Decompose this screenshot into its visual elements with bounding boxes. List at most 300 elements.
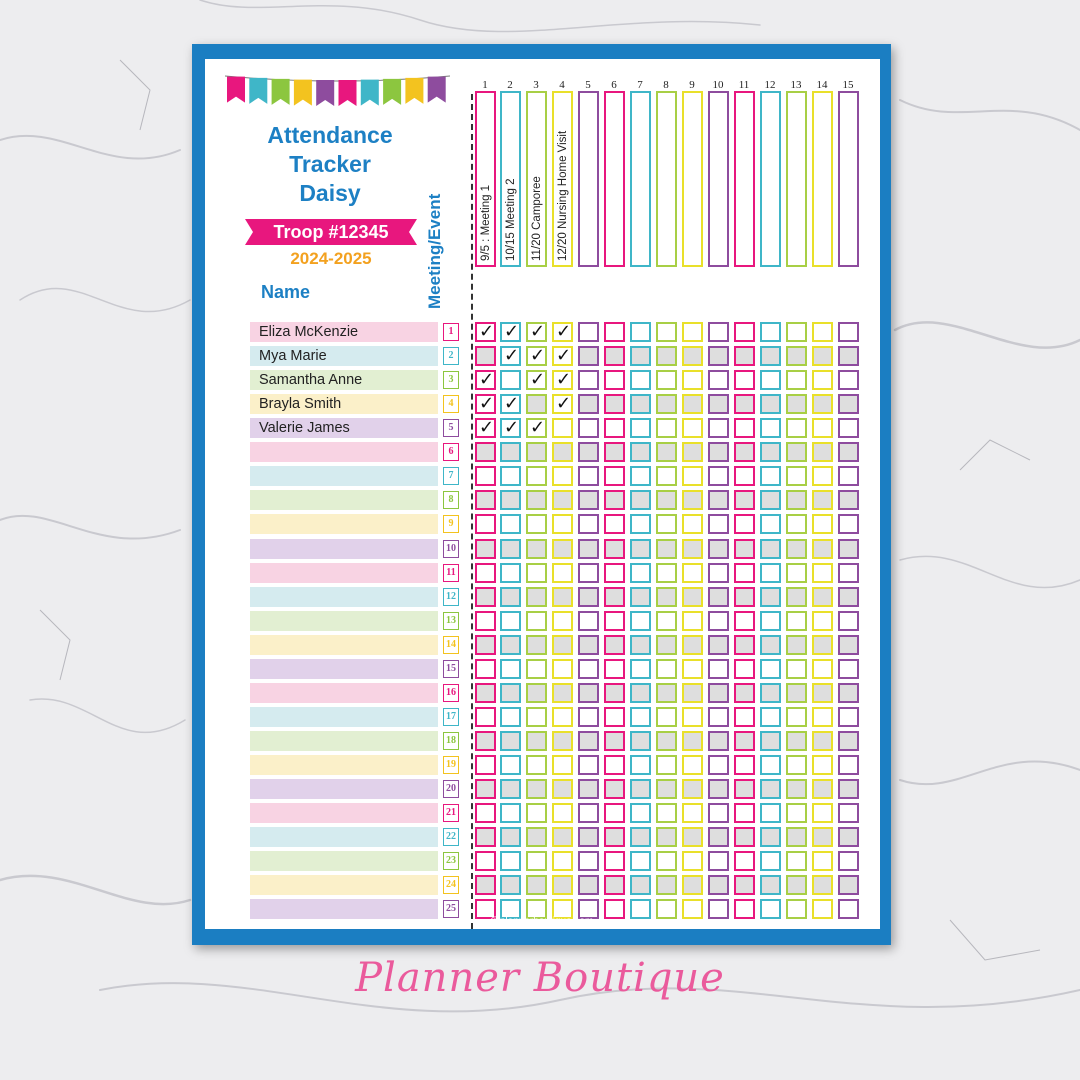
attendance-checkbox[interactable] <box>475 827 496 847</box>
attendance-checkbox[interactable] <box>604 779 625 799</box>
member-name-row[interactable] <box>250 875 438 895</box>
attendance-checkbox[interactable] <box>552 466 573 486</box>
attendance-checkbox[interactable] <box>786 370 807 390</box>
attendance-checkbox[interactable] <box>578 346 599 366</box>
attendance-checkbox[interactable] <box>734 322 755 342</box>
attendance-checkbox[interactable] <box>838 779 859 799</box>
attendance-checkbox[interactable] <box>708 563 729 583</box>
attendance-checkbox[interactable] <box>734 587 755 607</box>
attendance-checkbox[interactable] <box>500 539 521 559</box>
member-name-row[interactable] <box>250 370 438 390</box>
attendance-checkbox[interactable] <box>786 490 807 510</box>
attendance-checkbox[interactable] <box>630 563 651 583</box>
attendance-checkbox[interactable] <box>500 394 521 414</box>
attendance-checkbox[interactable] <box>682 587 703 607</box>
attendance-checkbox[interactable] <box>734 466 755 486</box>
attendance-checkbox[interactable] <box>526 587 547 607</box>
member-name-row[interactable] <box>250 563 438 583</box>
attendance-checkbox[interactable] <box>760 370 781 390</box>
attendance-checkbox[interactable] <box>734 346 755 366</box>
attendance-checkbox[interactable] <box>786 322 807 342</box>
attendance-checkbox[interactable] <box>812 875 833 895</box>
attendance-checkbox[interactable] <box>630 851 651 871</box>
attendance-checkbox[interactable] <box>708 322 729 342</box>
attendance-checkbox[interactable] <box>630 418 651 438</box>
attendance-checkbox[interactable] <box>786 635 807 655</box>
attendance-checkbox[interactable] <box>838 683 859 703</box>
member-name-row[interactable] <box>250 731 438 751</box>
member-name-row[interactable] <box>250 803 438 823</box>
attendance-checkbox[interactable] <box>760 514 781 534</box>
attendance-checkbox[interactable] <box>500 514 521 534</box>
attendance-checkbox[interactable] <box>630 587 651 607</box>
event-label-field[interactable] <box>682 91 703 267</box>
attendance-checkbox[interactable] <box>838 322 859 342</box>
attendance-checkbox[interactable] <box>812 322 833 342</box>
attendance-checkbox[interactable] <box>708 539 729 559</box>
attendance-checkbox[interactable] <box>760 322 781 342</box>
attendance-checkbox[interactable] <box>682 803 703 823</box>
attendance-checkbox[interactable] <box>812 563 833 583</box>
attendance-checkbox[interactable] <box>734 370 755 390</box>
attendance-checkbox[interactable] <box>630 755 651 775</box>
attendance-checkbox[interactable] <box>812 803 833 823</box>
attendance-checkbox[interactable] <box>838 635 859 655</box>
attendance-checkbox[interactable] <box>526 394 547 414</box>
attendance-checkbox[interactable] <box>552 659 573 679</box>
attendance-checkbox[interactable] <box>475 539 496 559</box>
attendance-checkbox[interactable] <box>734 875 755 895</box>
attendance-checkbox[interactable] <box>552 635 573 655</box>
attendance-checkbox[interactable] <box>760 466 781 486</box>
attendance-checkbox[interactable] <box>708 587 729 607</box>
attendance-checkbox[interactable] <box>475 466 496 486</box>
attendance-checkbox[interactable] <box>526 442 547 462</box>
attendance-checkbox[interactable] <box>500 827 521 847</box>
attendance-checkbox[interactable] <box>475 707 496 727</box>
attendance-checkbox[interactable] <box>760 635 781 655</box>
attendance-checkbox[interactable] <box>526 851 547 871</box>
attendance-checkbox[interactable] <box>500 346 521 366</box>
attendance-checkbox[interactable] <box>526 418 547 438</box>
attendance-checkbox[interactable] <box>500 563 521 583</box>
attendance-checkbox[interactable] <box>475 418 496 438</box>
event-label-field[interactable] <box>708 91 729 267</box>
attendance-checkbox[interactable] <box>734 418 755 438</box>
attendance-checkbox[interactable] <box>604 707 625 727</box>
member-name-row[interactable] <box>250 394 438 414</box>
member-name-row[interactable] <box>250 466 438 486</box>
attendance-checkbox[interactable] <box>656 466 677 486</box>
attendance-checkbox[interactable] <box>812 346 833 366</box>
member-name-row[interactable] <box>250 683 438 703</box>
attendance-checkbox[interactable] <box>786 514 807 534</box>
attendance-checkbox[interactable] <box>838 803 859 823</box>
attendance-checkbox[interactable] <box>708 683 729 703</box>
attendance-checkbox[interactable] <box>656 875 677 895</box>
attendance-checkbox[interactable] <box>838 611 859 631</box>
attendance-checkbox[interactable] <box>604 731 625 751</box>
attendance-checkbox[interactable] <box>552 490 573 510</box>
attendance-checkbox[interactable] <box>500 875 521 895</box>
attendance-checkbox[interactable] <box>475 587 496 607</box>
attendance-checkbox[interactable] <box>812 731 833 751</box>
attendance-checkbox[interactable] <box>682 514 703 534</box>
attendance-checkbox[interactable] <box>500 755 521 775</box>
attendance-checkbox[interactable] <box>786 563 807 583</box>
attendance-checkbox[interactable] <box>552 851 573 871</box>
attendance-checkbox[interactable] <box>682 611 703 631</box>
attendance-checkbox[interactable] <box>475 490 496 510</box>
attendance-checkbox[interactable] <box>500 418 521 438</box>
attendance-checkbox[interactable] <box>656 394 677 414</box>
attendance-checkbox[interactable] <box>656 539 677 559</box>
attendance-checkbox[interactable] <box>760 779 781 799</box>
attendance-checkbox[interactable] <box>630 803 651 823</box>
attendance-checkbox[interactable] <box>734 851 755 871</box>
attendance-checkbox[interactable] <box>578 779 599 799</box>
attendance-checkbox[interactable] <box>838 827 859 847</box>
attendance-checkbox[interactable] <box>578 827 599 847</box>
member-name-row[interactable] <box>250 635 438 655</box>
attendance-checkbox[interactable] <box>760 851 781 871</box>
attendance-checkbox[interactable] <box>838 514 859 534</box>
attendance-checkbox[interactable] <box>682 442 703 462</box>
attendance-checkbox[interactable] <box>786 587 807 607</box>
attendance-checkbox[interactable] <box>812 418 833 438</box>
attendance-checkbox[interactable] <box>630 635 651 655</box>
attendance-checkbox[interactable] <box>656 683 677 703</box>
attendance-checkbox[interactable] <box>604 683 625 703</box>
attendance-checkbox[interactable] <box>604 466 625 486</box>
member-name-row[interactable] <box>250 827 438 847</box>
member-name-row[interactable] <box>250 707 438 727</box>
attendance-checkbox[interactable] <box>734 803 755 823</box>
event-label-field[interactable] <box>656 91 677 267</box>
member-name-row[interactable] <box>250 851 438 871</box>
attendance-checkbox[interactable] <box>500 442 521 462</box>
attendance-checkbox[interactable] <box>526 611 547 631</box>
attendance-checkbox[interactable] <box>500 683 521 703</box>
attendance-checkbox[interactable] <box>578 370 599 390</box>
attendance-checkbox[interactable] <box>475 731 496 751</box>
attendance-checkbox[interactable] <box>526 659 547 679</box>
attendance-checkbox[interactable] <box>475 563 496 583</box>
attendance-checkbox[interactable] <box>604 851 625 871</box>
attendance-checkbox[interactable] <box>812 635 833 655</box>
event-label-field[interactable] <box>526 91 547 267</box>
attendance-checkbox[interactable] <box>786 779 807 799</box>
attendance-checkbox[interactable] <box>786 418 807 438</box>
attendance-checkbox[interactable] <box>838 755 859 775</box>
attendance-checkbox[interactable] <box>578 418 599 438</box>
attendance-checkbox[interactable] <box>682 563 703 583</box>
member-name-row[interactable] <box>250 322 438 342</box>
attendance-checkbox[interactable] <box>475 611 496 631</box>
attendance-checkbox[interactable] <box>578 635 599 655</box>
attendance-checkbox[interactable] <box>760 539 781 559</box>
attendance-checkbox[interactable] <box>838 707 859 727</box>
attendance-checkbox[interactable] <box>786 803 807 823</box>
attendance-checkbox[interactable] <box>734 611 755 631</box>
attendance-checkbox[interactable] <box>786 683 807 703</box>
attendance-checkbox[interactable] <box>708 418 729 438</box>
attendance-checkbox[interactable] <box>838 875 859 895</box>
attendance-checkbox[interactable] <box>760 442 781 462</box>
attendance-checkbox[interactable] <box>630 514 651 534</box>
attendance-checkbox[interactable] <box>838 346 859 366</box>
attendance-checkbox[interactable] <box>760 827 781 847</box>
attendance-checkbox[interactable] <box>682 851 703 871</box>
attendance-checkbox[interactable] <box>526 490 547 510</box>
attendance-checkbox[interactable] <box>838 370 859 390</box>
attendance-checkbox[interactable] <box>578 683 599 703</box>
event-label-field[interactable] <box>630 91 651 267</box>
attendance-checkbox[interactable] <box>604 490 625 510</box>
attendance-checkbox[interactable] <box>552 514 573 534</box>
attendance-checkbox[interactable] <box>734 442 755 462</box>
attendance-checkbox[interactable] <box>656 803 677 823</box>
attendance-checkbox[interactable] <box>500 466 521 486</box>
attendance-checkbox[interactable] <box>838 394 859 414</box>
attendance-checkbox[interactable] <box>578 755 599 775</box>
attendance-checkbox[interactable] <box>682 394 703 414</box>
attendance-checkbox[interactable] <box>475 659 496 679</box>
attendance-checkbox[interactable] <box>812 851 833 871</box>
attendance-checkbox[interactable] <box>682 779 703 799</box>
attendance-checkbox[interactable] <box>604 394 625 414</box>
attendance-checkbox[interactable] <box>682 490 703 510</box>
attendance-checkbox[interactable] <box>734 635 755 655</box>
attendance-checkbox[interactable] <box>760 803 781 823</box>
attendance-checkbox[interactable] <box>578 707 599 727</box>
attendance-checkbox[interactable] <box>630 827 651 847</box>
event-label-field[interactable] <box>786 91 807 267</box>
attendance-checkbox[interactable] <box>604 755 625 775</box>
attendance-checkbox[interactable] <box>760 394 781 414</box>
event-label-field[interactable] <box>838 91 859 267</box>
attendance-checkbox[interactable] <box>630 779 651 799</box>
attendance-checkbox[interactable] <box>526 827 547 847</box>
attendance-checkbox[interactable] <box>526 370 547 390</box>
attendance-checkbox[interactable] <box>552 587 573 607</box>
attendance-checkbox[interactable] <box>708 875 729 895</box>
attendance-checkbox[interactable] <box>578 466 599 486</box>
attendance-checkbox[interactable] <box>552 563 573 583</box>
attendance-checkbox[interactable] <box>786 611 807 631</box>
attendance-checkbox[interactable] <box>656 851 677 871</box>
attendance-checkbox[interactable] <box>526 875 547 895</box>
attendance-checkbox[interactable] <box>552 683 573 703</box>
attendance-checkbox[interactable] <box>604 827 625 847</box>
attendance-checkbox[interactable] <box>812 683 833 703</box>
attendance-checkbox[interactable] <box>786 539 807 559</box>
attendance-checkbox[interactable] <box>812 466 833 486</box>
attendance-checkbox[interactable] <box>475 635 496 655</box>
attendance-checkbox[interactable] <box>786 466 807 486</box>
attendance-checkbox[interactable] <box>526 563 547 583</box>
attendance-checkbox[interactable] <box>682 539 703 559</box>
attendance-checkbox[interactable] <box>656 322 677 342</box>
attendance-checkbox[interactable] <box>812 394 833 414</box>
attendance-checkbox[interactable] <box>760 611 781 631</box>
attendance-checkbox[interactable] <box>552 731 573 751</box>
attendance-checkbox[interactable] <box>500 322 521 342</box>
member-name-row[interactable] <box>250 539 438 559</box>
attendance-checkbox[interactable] <box>604 442 625 462</box>
attendance-checkbox[interactable] <box>552 539 573 559</box>
attendance-checkbox[interactable] <box>812 707 833 727</box>
attendance-checkbox[interactable] <box>734 731 755 751</box>
member-name-row[interactable] <box>250 611 438 631</box>
attendance-checkbox[interactable] <box>682 418 703 438</box>
attendance-checkbox[interactable] <box>708 779 729 799</box>
attendance-checkbox[interactable] <box>578 587 599 607</box>
attendance-checkbox[interactable] <box>708 370 729 390</box>
attendance-checkbox[interactable] <box>838 466 859 486</box>
attendance-checkbox[interactable] <box>604 635 625 655</box>
attendance-checkbox[interactable] <box>578 803 599 823</box>
attendance-checkbox[interactable] <box>656 779 677 799</box>
attendance-checkbox[interactable] <box>786 731 807 751</box>
attendance-checkbox[interactable] <box>812 370 833 390</box>
attendance-checkbox[interactable] <box>475 514 496 534</box>
attendance-checkbox[interactable] <box>526 635 547 655</box>
attendance-checkbox[interactable] <box>812 514 833 534</box>
attendance-checkbox[interactable] <box>682 875 703 895</box>
attendance-checkbox[interactable] <box>526 707 547 727</box>
attendance-checkbox[interactable] <box>760 563 781 583</box>
attendance-checkbox[interactable] <box>630 875 651 895</box>
attendance-checkbox[interactable] <box>552 394 573 414</box>
attendance-checkbox[interactable] <box>734 779 755 799</box>
attendance-checkbox[interactable] <box>526 731 547 751</box>
attendance-checkbox[interactable] <box>552 827 573 847</box>
event-label-field[interactable] <box>812 91 833 267</box>
attendance-checkbox[interactable] <box>475 394 496 414</box>
attendance-checkbox[interactable] <box>604 322 625 342</box>
attendance-checkbox[interactable] <box>812 490 833 510</box>
attendance-checkbox[interactable] <box>475 370 496 390</box>
attendance-checkbox[interactable] <box>760 659 781 679</box>
attendance-checkbox[interactable] <box>656 707 677 727</box>
attendance-checkbox[interactable] <box>604 563 625 583</box>
member-name-row[interactable] <box>250 779 438 799</box>
attendance-checkbox[interactable] <box>500 611 521 631</box>
attendance-checkbox[interactable] <box>630 731 651 751</box>
attendance-checkbox[interactable] <box>838 539 859 559</box>
attendance-checkbox[interactable] <box>838 418 859 438</box>
attendance-checkbox[interactable] <box>734 683 755 703</box>
member-name-row[interactable] <box>250 418 438 438</box>
attendance-checkbox[interactable] <box>708 755 729 775</box>
attendance-checkbox[interactable] <box>630 442 651 462</box>
attendance-checkbox[interactable] <box>578 322 599 342</box>
attendance-checkbox[interactable] <box>552 418 573 438</box>
member-name-row[interactable] <box>250 442 438 462</box>
attendance-checkbox[interactable] <box>630 659 651 679</box>
attendance-checkbox[interactable] <box>500 587 521 607</box>
attendance-checkbox[interactable] <box>656 563 677 583</box>
attendance-checkbox[interactable] <box>630 394 651 414</box>
attendance-checkbox[interactable] <box>734 394 755 414</box>
attendance-checkbox[interactable] <box>630 683 651 703</box>
attendance-checkbox[interactable] <box>475 755 496 775</box>
attendance-checkbox[interactable] <box>760 707 781 727</box>
attendance-checkbox[interactable] <box>656 442 677 462</box>
attendance-checkbox[interactable] <box>708 514 729 534</box>
event-label-field[interactable] <box>552 91 573 267</box>
attendance-checkbox[interactable] <box>475 779 496 799</box>
attendance-checkbox[interactable] <box>760 875 781 895</box>
attendance-checkbox[interactable] <box>708 707 729 727</box>
attendance-checkbox[interactable] <box>552 707 573 727</box>
attendance-checkbox[interactable] <box>682 322 703 342</box>
attendance-checkbox[interactable] <box>578 563 599 583</box>
attendance-checkbox[interactable] <box>526 466 547 486</box>
attendance-checkbox[interactable] <box>682 731 703 751</box>
event-label-field[interactable] <box>760 91 781 267</box>
attendance-checkbox[interactable] <box>500 370 521 390</box>
member-name-row[interactable] <box>250 346 438 366</box>
attendance-checkbox[interactable] <box>838 659 859 679</box>
attendance-checkbox[interactable] <box>656 346 677 366</box>
attendance-checkbox[interactable] <box>500 803 521 823</box>
attendance-checkbox[interactable] <box>578 394 599 414</box>
attendance-checkbox[interactable] <box>475 875 496 895</box>
attendance-checkbox[interactable] <box>760 418 781 438</box>
attendance-checkbox[interactable] <box>552 346 573 366</box>
attendance-checkbox[interactable] <box>630 707 651 727</box>
attendance-checkbox[interactable] <box>734 755 755 775</box>
attendance-checkbox[interactable] <box>552 370 573 390</box>
attendance-checkbox[interactable] <box>734 563 755 583</box>
attendance-checkbox[interactable] <box>630 322 651 342</box>
attendance-checkbox[interactable] <box>734 539 755 559</box>
event-label-field[interactable] <box>604 91 625 267</box>
attendance-checkbox[interactable] <box>838 587 859 607</box>
attendance-checkbox[interactable] <box>656 659 677 679</box>
attendance-checkbox[interactable] <box>578 514 599 534</box>
attendance-checkbox[interactable] <box>838 563 859 583</box>
attendance-checkbox[interactable] <box>578 659 599 679</box>
attendance-checkbox[interactable] <box>786 875 807 895</box>
attendance-checkbox[interactable] <box>604 611 625 631</box>
member-name-row[interactable] <box>250 514 438 534</box>
attendance-checkbox[interactable] <box>475 442 496 462</box>
attendance-checkbox[interactable] <box>475 803 496 823</box>
attendance-checkbox[interactable] <box>604 875 625 895</box>
attendance-checkbox[interactable] <box>812 827 833 847</box>
attendance-checkbox[interactable] <box>682 370 703 390</box>
attendance-checkbox[interactable] <box>812 442 833 462</box>
attendance-checkbox[interactable] <box>552 322 573 342</box>
attendance-checkbox[interactable] <box>656 611 677 631</box>
attendance-checkbox[interactable] <box>578 442 599 462</box>
attendance-checkbox[interactable] <box>786 755 807 775</box>
attendance-checkbox[interactable] <box>500 490 521 510</box>
attendance-checkbox[interactable] <box>760 490 781 510</box>
attendance-checkbox[interactable] <box>500 635 521 655</box>
attendance-checkbox[interactable] <box>526 346 547 366</box>
attendance-checkbox[interactable] <box>812 587 833 607</box>
attendance-checkbox[interactable] <box>475 683 496 703</box>
attendance-checkbox[interactable] <box>656 827 677 847</box>
event-label-field[interactable] <box>734 91 755 267</box>
attendance-checkbox[interactable] <box>708 635 729 655</box>
attendance-checkbox[interactable] <box>526 322 547 342</box>
attendance-checkbox[interactable] <box>656 731 677 751</box>
